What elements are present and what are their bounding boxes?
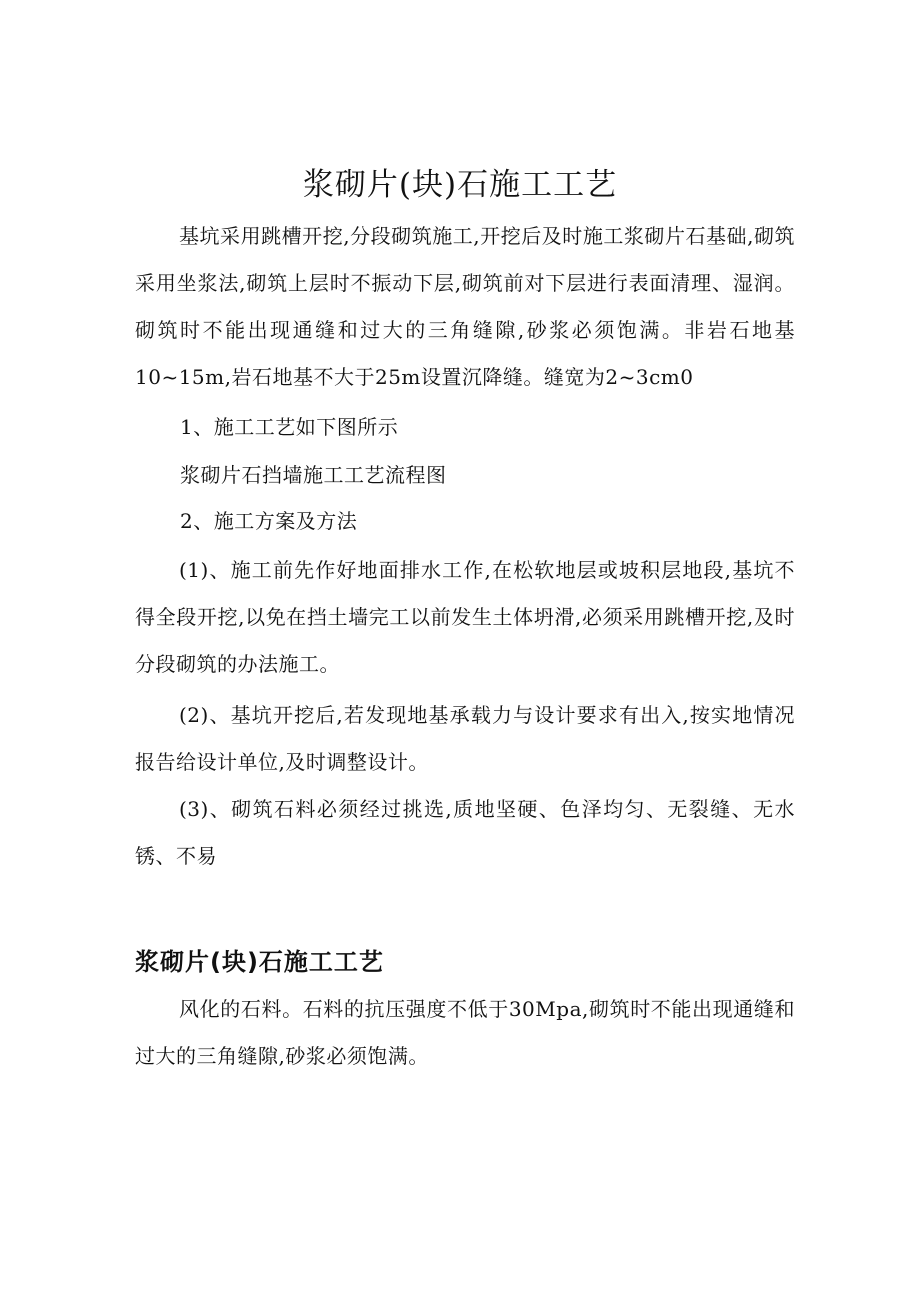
page-title: 浆砌片(块)石施工工艺 <box>302 167 618 203</box>
section-heading: 浆砌片(块)石施工工艺 <box>135 948 384 976</box>
item-1-heading: 1、施工工艺如下图所示 <box>180 415 399 439</box>
figure-caption: 浆砌片石挡墙施工工艺流程图 <box>180 463 447 487</box>
step-1-paragraph: (1)、施工前先作好地面排水工作,在松软地层或坡积层地段,基坑不得全段开挖,以免在挡土墙完工以前发生土体坍滑,必须采用跳槽开挖,及时分段砌筑的办法施工。 <box>135 558 795 676</box>
step-2-paragraph: (2)、基坑开挖后,若发现地基承载力与设计要求有出入,按实地情况报告给设计单位,及时调整设计。 <box>135 703 795 774</box>
step-3-paragraph: (3)、砌筑石料必须经过挑选,质地坚硬、色泽均匀、无裂缝、无水锈、不易 <box>135 797 795 868</box>
item-2-heading: 2、施工方案及方法 <box>180 509 358 533</box>
continuation-paragraph: 风化的石料。石料的抗压强度不低于30Mpa,砌筑时不能出现通缝和过大的三角缝隙,砂浆必须饱满。 <box>135 997 795 1068</box>
intro-paragraph: 基坑采用跳槽开挖,分段砌筑施工,开挖后及时施工浆砌片石基础,砌筑采用坐浆法,砌筑上层时不振动下层,砌筑前对下层进行表面清理、湿润。砌筑时不能出现通缝和过大的三角缝隙,砂浆必须饱满。非岩石地基10~15m,岩石地基不大于25m设置沉降缝。缝宽为2~3cm0 <box>135 224 795 389</box>
